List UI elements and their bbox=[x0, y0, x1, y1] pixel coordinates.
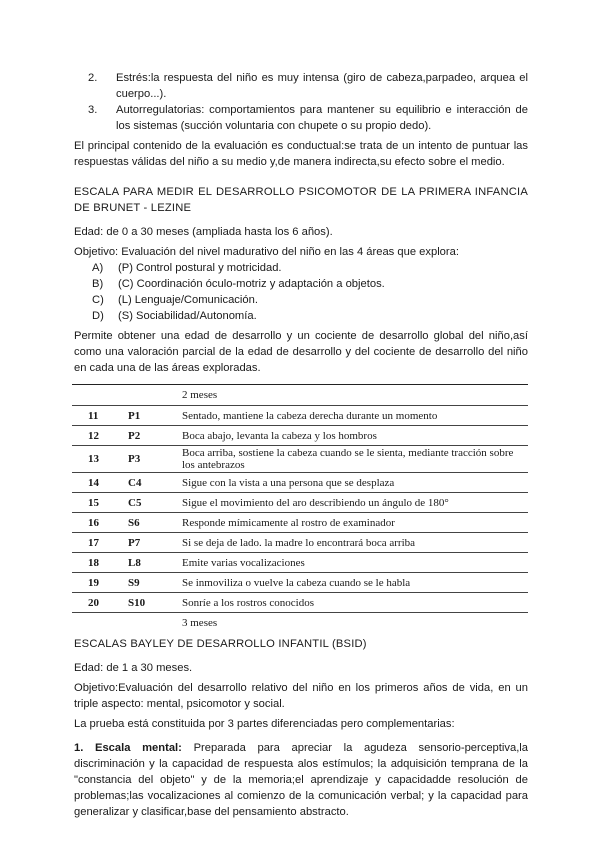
area-text: (C) Coordinación óculo-motriz y adaptación a objetos. bbox=[118, 278, 385, 290]
item-description: Boca abajo, levanta la cabeza y los hombros bbox=[182, 426, 528, 446]
item-number: 13 bbox=[72, 446, 128, 473]
area-letter: C) bbox=[92, 294, 104, 306]
item-number: 11 bbox=[72, 406, 128, 426]
item-number: 14 bbox=[72, 473, 128, 493]
document-page bbox=[74, 70, 528, 820]
area-item bbox=[74, 308, 528, 324]
table-header-label: 2 meses bbox=[182, 385, 528, 406]
area-item bbox=[74, 260, 528, 276]
item-description: Sonríe a los rostros conocidos bbox=[182, 593, 528, 613]
item-code: P7 bbox=[128, 533, 182, 553]
brunet-description: Permite obtener una edad de desarrollo y un cociente de desarrollo global del niño,así como una valoración parcial de la edad de desarrollo y del cociente de desarrollo del niño en cada una de las áreas exploradas. bbox=[74, 330, 528, 374]
area-letter: D) bbox=[92, 310, 104, 322]
list-item bbox=[74, 102, 528, 134]
area-item bbox=[74, 292, 528, 308]
list-item bbox=[74, 70, 528, 102]
area-text: (S) Sociabilidad/Autonomía. bbox=[118, 310, 257, 322]
list-item-text: Estrés:la respuesta del niño es muy intensa (giro de cabeza,parpadeo, arquea el cuerpo...). bbox=[116, 72, 528, 100]
brunet-areas-list bbox=[74, 260, 528, 324]
table-row bbox=[72, 493, 528, 513]
table-row bbox=[72, 406, 528, 426]
brunet-age: Edad: de 0 a 30 meses (ampliada hasta los 6 años). bbox=[74, 226, 333, 238]
item-code: L8 bbox=[128, 553, 182, 573]
item-description: Emite varias vocalizaciones bbox=[182, 553, 528, 573]
item-number: 17 bbox=[72, 533, 128, 553]
table-footer-row bbox=[72, 613, 528, 633]
item-code: C5 bbox=[128, 493, 182, 513]
table-row bbox=[72, 446, 528, 473]
table-footer-label: 3 meses bbox=[182, 613, 528, 633]
area-item bbox=[74, 276, 528, 292]
area-text: (P) Control postural y motricidad. bbox=[118, 262, 282, 274]
table-row bbox=[72, 473, 528, 493]
item-code: P2 bbox=[128, 426, 182, 446]
table-row bbox=[72, 426, 528, 446]
table-row bbox=[72, 573, 528, 593]
table-row bbox=[72, 533, 528, 553]
brunet-objective: Objetivo: Evaluación del nivel madurativo del niño en las 4 áreas que explora: bbox=[74, 246, 459, 258]
mental-scale-text: Preparada para apreciar la agudeza sensorio-perceptiva,la discriminación y la capacidad de respuesta alos estímulos; la adquisición temprana de la "constancia del objeto" y de la memoria;el aprendizaje y capacidadde resolución de problemas;las vocalizaciones al comienzo de la comunicación verbal; y la capacidad para generalizar y clasificar,base del pensamiento abstracto. bbox=[74, 742, 529, 818]
evaluation-paragraph: El principal contenido de la evaluación es conductual:se trata de un intento de puntuar las respuestas válidas del niño a su medio y,de manera indirecta,su efecto sobre el medio. bbox=[74, 140, 528, 168]
brunet-items-table bbox=[72, 384, 528, 632]
item-description: Se inmoviliza o vuelve la cabeza cuando se le habla bbox=[182, 573, 528, 593]
item-number: 16 bbox=[72, 513, 128, 533]
brunet-heading: ESCALA PARA MEDIR EL DESARROLLO PSICOMOTOR DE LA PRIMERA INFANCIA DE BRUNET - LEZINE bbox=[74, 186, 528, 214]
item-description: Sigue el movimiento del aro describiendo un ángulo de 180° bbox=[182, 493, 528, 513]
item-code: C4 bbox=[128, 473, 182, 493]
table-row bbox=[72, 513, 528, 533]
item-description: Si se deja de lado. la madre lo encontrará boca arriba bbox=[182, 533, 528, 553]
item-description: Boca arriba, sostiene la cabeza cuando se le sienta, mediante tracción sobre los antebrazos bbox=[182, 446, 528, 473]
item-description: Sentado, mantiene la cabeza derecha durante un momento bbox=[182, 406, 528, 426]
item-code: S9 bbox=[128, 573, 182, 593]
item-description: Sigue con la vista a una persona que se desplaza bbox=[182, 473, 528, 493]
table-header-row bbox=[72, 385, 528, 406]
item-number: 19 bbox=[72, 573, 128, 593]
item-code: P1 bbox=[128, 406, 182, 426]
item-description: Responde mímicamente al rostro de examinador bbox=[182, 513, 528, 533]
bayley-parts-intro: La prueba está constituida por 3 partes diferenciadas pero complementarias: bbox=[74, 718, 455, 730]
item-number: 20 bbox=[72, 593, 128, 613]
bayley-age: Edad: de 1 a 30 meses. bbox=[74, 662, 193, 674]
item-code: P3 bbox=[128, 446, 182, 473]
mental-scale-label: 1. Escala mental: bbox=[74, 742, 182, 754]
list-item-number: 3. bbox=[88, 104, 98, 116]
item-code: S6 bbox=[128, 513, 182, 533]
list-item-text: Autorregulatorias: comportamientos para mantener su equilibrio e interacción de los sistemas (succión voluntaria con chupete o su propio dedo). bbox=[116, 104, 528, 132]
area-text: (L) Lenguaje/Comunicación. bbox=[118, 294, 258, 306]
bayley-objective: Objetivo:Evaluación del desarrollo relativo del niño en los primeros años de vida, en un triple aspecto: mental, psicomotor y social. bbox=[74, 682, 528, 710]
item-number: 15 bbox=[72, 493, 128, 513]
table-row bbox=[72, 593, 528, 613]
bayley-mental-scale bbox=[74, 740, 528, 820]
area-letter: A) bbox=[92, 262, 104, 274]
item-number: 18 bbox=[72, 553, 128, 573]
intro-numbered-list bbox=[74, 70, 528, 134]
table-row bbox=[72, 553, 528, 573]
item-code: S10 bbox=[128, 593, 182, 613]
bayley-heading: ESCALAS BAYLEY DE DESARROLLO INFANTIL (BSID) bbox=[74, 638, 367, 650]
area-letter: B) bbox=[92, 278, 104, 290]
list-item-number: 2. bbox=[88, 72, 98, 84]
item-number: 12 bbox=[72, 426, 128, 446]
